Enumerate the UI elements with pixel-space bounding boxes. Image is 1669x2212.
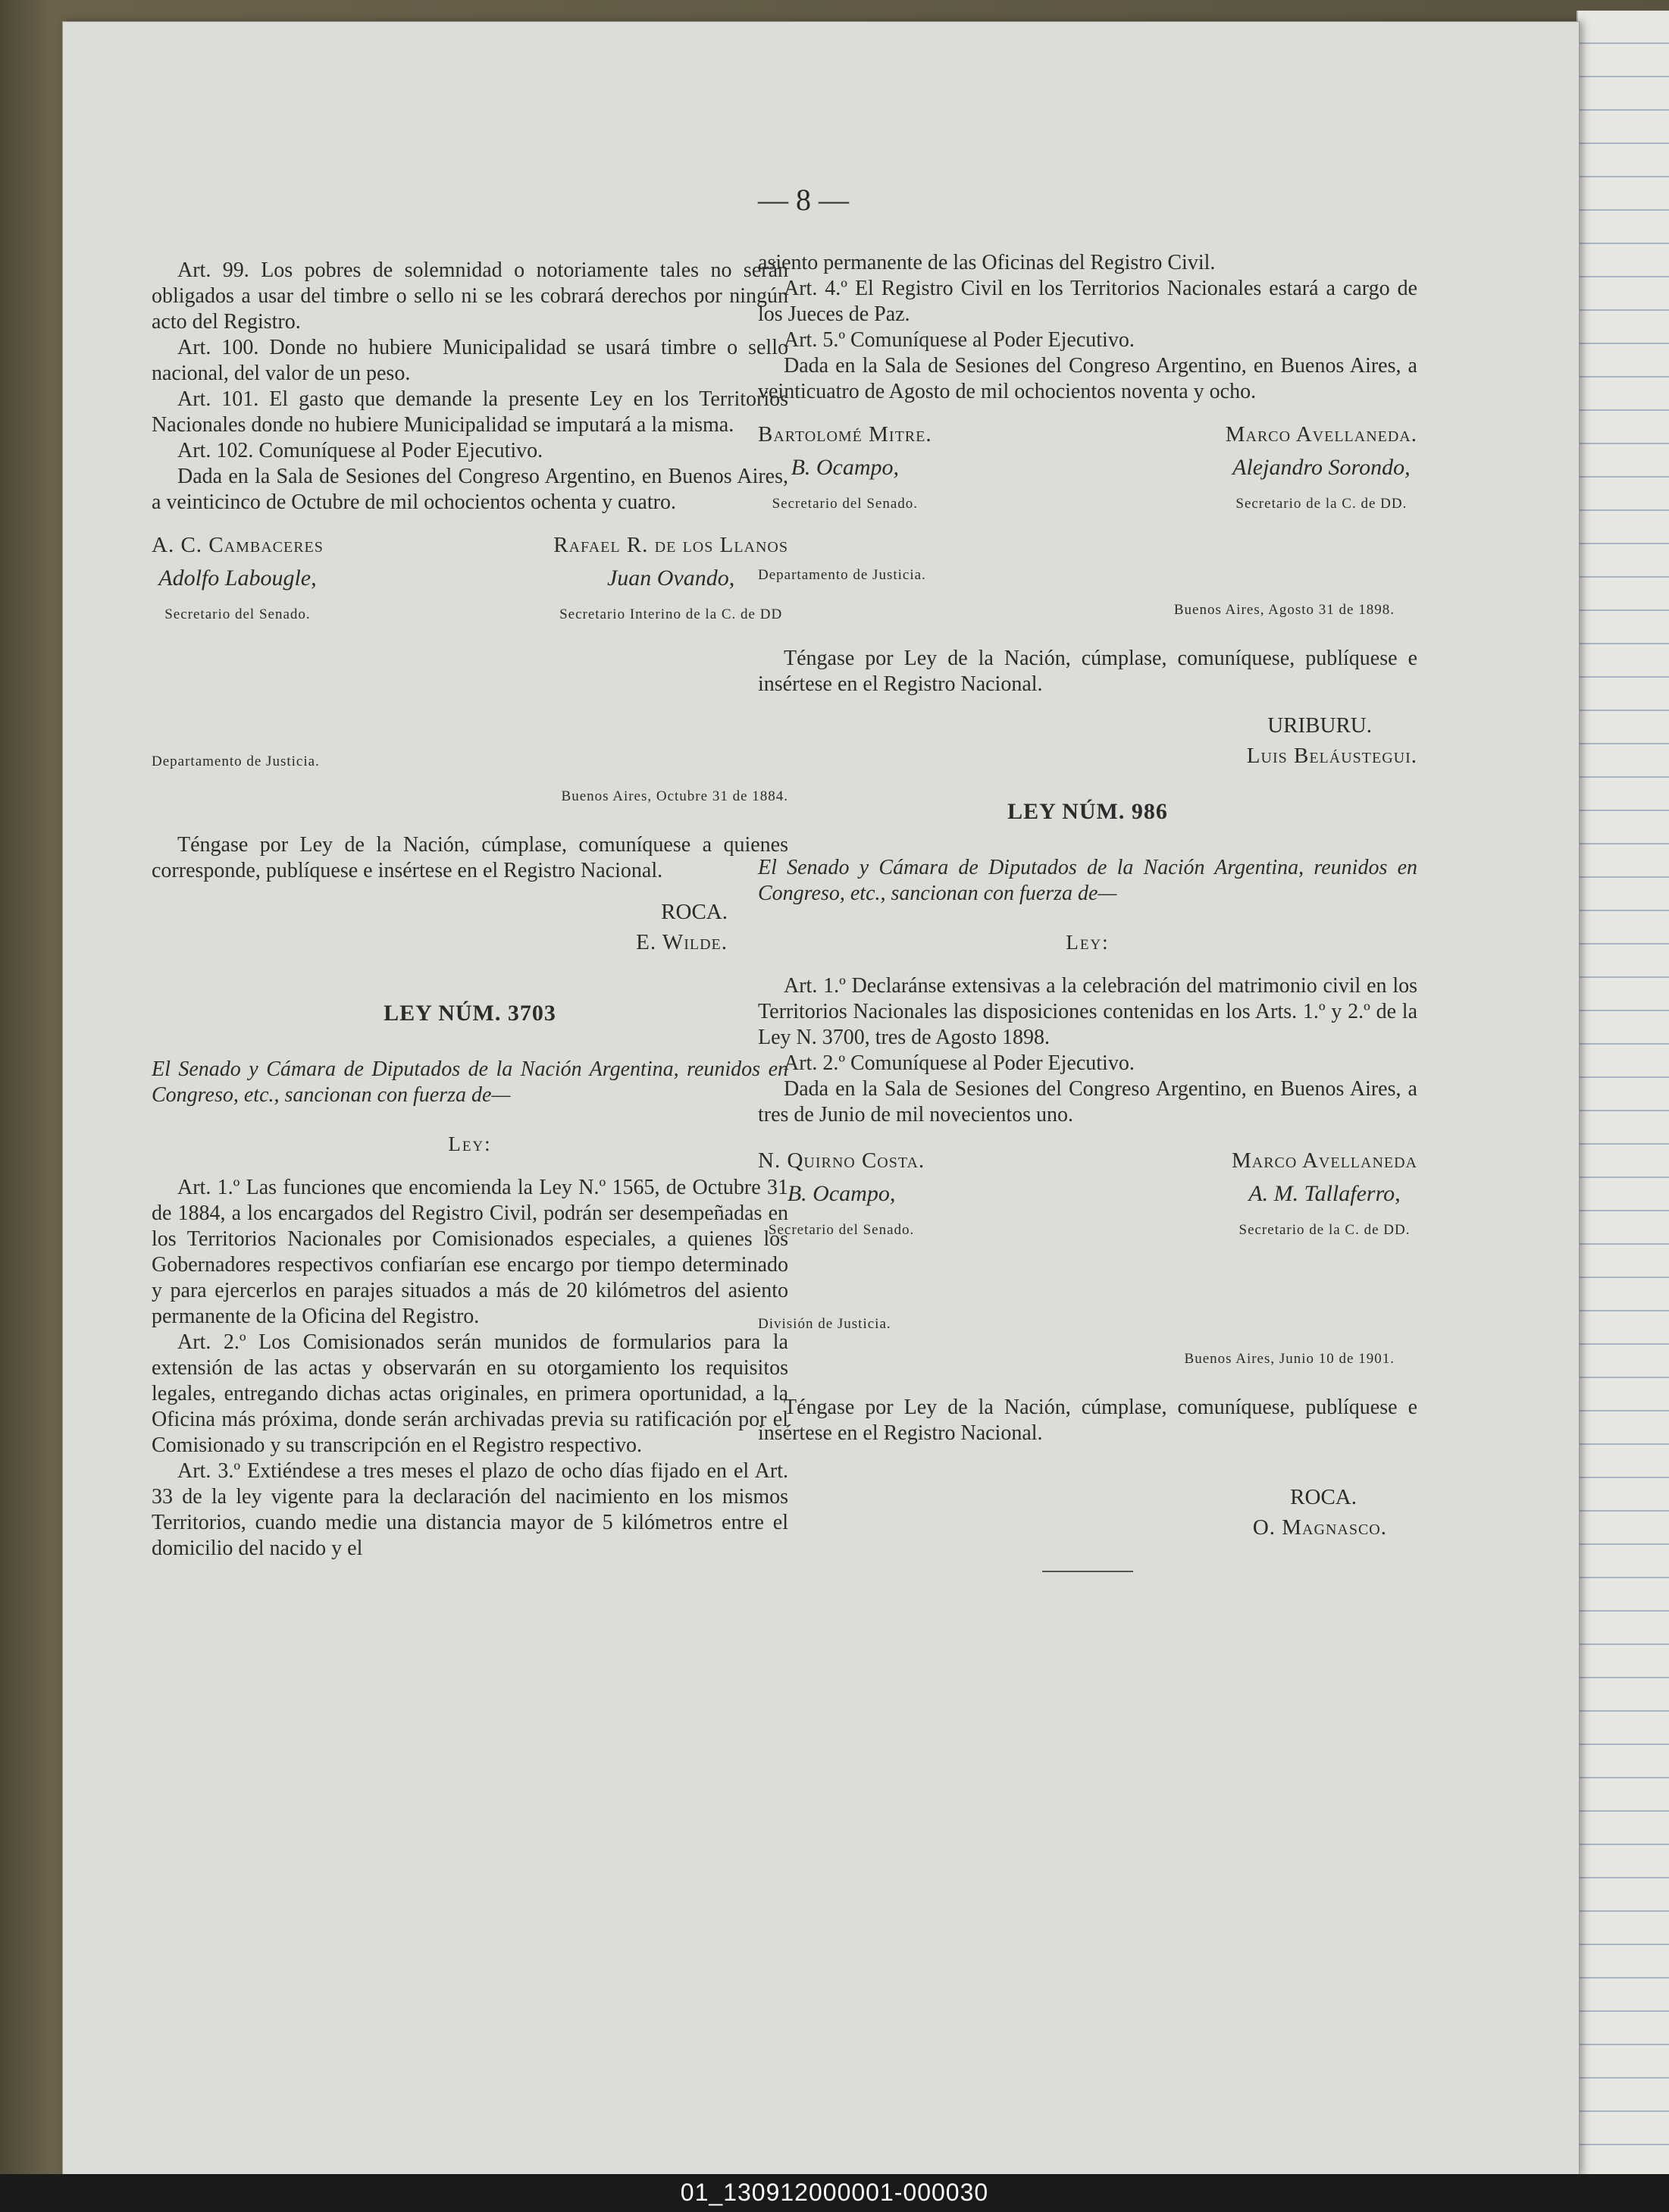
decree-text: Téngase por Ley de la Nación, cúmplase, comuníquese, publíquese e insértese en el Registro Nacional. <box>758 647 1417 696</box>
ley-label: Ley: <box>448 1133 492 1155</box>
signer-name: Marco Avellaneda. <box>1225 422 1417 446</box>
paragraph: Art. 99. Los pobres de solemnidad o notoriamente tales no serán obligados a usar del timbre o sello ni se les cobrará derechos por ningún acto del Registro. <box>152 258 788 334</box>
end-rule <box>1042 1571 1133 1572</box>
footer-bar <box>0 2174 1669 2212</box>
article: Art. 2.º Los Comisionados serán munidos de formularios para la extensión de las actas y observarán en su otorgamiento los requisitos legales, entregando dichas actas originales, en primera oportunidad, a la Oficina más próxima, donde serán archivadas previa su ratificación por el Comisionado y su transcripción en el Registro respectivo. <box>152 1330 788 1457</box>
president-name: ROCA. <box>661 900 728 924</box>
minister-name: O. Magnasco. <box>1252 1515 1387 1540</box>
secretary-title: Secretario de la C. de DD. <box>1238 1222 1411 1238</box>
signature-row <box>152 532 788 628</box>
signature-row <box>758 1148 1417 1243</box>
article: Art. 1.º Declaránse extensivas a la celebración del matrimonio civil en los Territorios Nacionales las disposiciones contenidas en los Arts. 1.º y 2.º de la Ley N. 3700, tres de Agosto 1898. <box>758 974 1417 1049</box>
article: Art. 2.º Comuníquese al Poder Ejecutivo. <box>784 1051 1135 1075</box>
secretary-name: B. Ocampo, <box>787 1181 896 1206</box>
secretary-name: A. M. Tallaferro, <box>1248 1181 1401 1206</box>
right-column <box>758 250 1417 1572</box>
ley-label: Ley: <box>1066 931 1110 954</box>
signature <box>758 421 932 517</box>
signature <box>1232 1148 1417 1243</box>
decree-date: Buenos Aires, Octubre 31 de 1884. <box>561 788 788 804</box>
department: Departamento de Justicia. <box>152 754 320 769</box>
article: Art. 3.º Extiéndese a tres meses el plazo de ocho días fijado en el Art. 33 de la ley vigente para la declaración del nacimiento en los mismos Territorios, cuando medie una distancia mayor de 5 kilómetros entre el domicilio del nacido y el <box>152 1459 788 1560</box>
signature <box>1226 421 1417 517</box>
preamble: El Senado y Cámara de Diputados de la Nación Argentina, reunidos en Congreso, etc., sancionan con fuerza de— <box>152 1057 788 1107</box>
paragraph: Art. 102. Comuníquese al Poder Ejecutivo. <box>177 439 543 462</box>
secretary-title: Secretario del Senado. <box>772 496 918 512</box>
left-column <box>152 258 788 1562</box>
decree-date: Buenos Aires, Agosto 31 de 1898. <box>1173 602 1395 618</box>
minister-name: Luis Beláustegui. <box>1246 744 1417 768</box>
signature <box>152 532 324 628</box>
signer-name: A. C. Cambaceres <box>152 533 324 557</box>
paragraph: asiento permanente de las Oficinas del Registro Civil. <box>758 251 1216 274</box>
decree-text: Téngase por Ley de la Nación, cúmplase, comuníquese a quienes corresponde, publíquese e insértese en el Registro Nacional. <box>152 833 788 882</box>
signer-name: Rafael R. de los Llanos <box>553 533 788 557</box>
executive-signature <box>152 899 788 955</box>
signature <box>553 532 788 628</box>
signature <box>758 1148 925 1243</box>
paragraph: Dada en la Sala de Sesiones del Congreso Argentino, en Buenos Aires, a veinticuatro de Agosto de mil ochocientos noventa y ocho. <box>758 354 1417 403</box>
signer-name: Marco Avellaneda <box>1231 1148 1417 1173</box>
secretary-title: Secretario del Senado. <box>768 1222 915 1238</box>
executive-signature <box>758 713 1417 769</box>
paragraph: Art. 4.º El Registro Civil en los Territorios Nacionales estará a cargo de los Jueces de Paz. <box>758 277 1417 326</box>
paragraph: Art. 5.º Comuníquese al Poder Ejecutivo. <box>784 328 1135 352</box>
secretary-name: Juan Ovando, <box>606 566 735 591</box>
president-name: ROCA. <box>1290 1485 1357 1509</box>
signer-name: N. Quirno Costa. <box>758 1148 925 1173</box>
secretary-title: Secretario del Senado. <box>164 606 311 622</box>
department: División de Justicia. <box>758 1316 891 1332</box>
image-id-label: 01_130912000001-000030 <box>680 2179 989 2206</box>
department: Departamento de Justicia. <box>758 567 926 583</box>
executive-signature <box>758 1484 1417 1540</box>
decree-date: Buenos Aires, Junio 10 de 1901. <box>1184 1351 1395 1367</box>
minister-name: E. Wilde. <box>636 930 728 954</box>
signature-row <box>758 421 1417 517</box>
next-page-edge <box>1577 11 1669 2175</box>
paragraph: Art. 100. Donde no hubiere Municipalidad se usará timbre o sello nacional, del valor de un peso. <box>152 336 788 385</box>
president-name: URIBURU. <box>1267 713 1372 738</box>
secretary-name: B. Ocampo, <box>791 455 900 480</box>
preamble: El Senado y Cámara de Diputados de la Nación Argentina, reunidos en Congreso, etc., sancionan con fuerza de— <box>758 856 1417 905</box>
article: Dada en la Sala de Sesiones del Congreso Argentino, en Buenos Aires, a tres de Junio de mil novecientos uno. <box>758 1077 1417 1126</box>
page-number: — 8 — <box>758 183 849 217</box>
law-title: LEY NÚM. 3703 <box>384 1001 556 1026</box>
law-title: LEY NÚM. 986 <box>1007 799 1168 824</box>
paragraph: Dada en la Sala de Sesiones del Congreso Argentino, en Buenos Aires, a veinticinco de Octubre de mil ochocientos ochenta y cuatro. <box>152 465 788 514</box>
secretary-name: Adolfo Labougle, <box>158 566 317 591</box>
secretary-name: Alejandro Sorondo, <box>1232 455 1411 480</box>
secretary-title: Secretario Interino de la C. de DD <box>559 606 783 622</box>
secretary-title: Secretario de la C. de DD. <box>1235 496 1408 512</box>
article: Art. 1.º Las funciones que encomienda la Ley N.º 1565, de Octubre 31 de 1884, a los encargados del Registro Civil, podrán ser desempeñadas en los Territorios Nacionales por Comisionados especiales, a quienes los Gobernadores respectivos confiarían ese encargo por tiempo determinado y para ejercerlos en parajes situados a más de 20 kilómetros del asiento permanente de la Oficina del Registro. <box>152 1176 788 1328</box>
paragraph: Art. 101. El gasto que demande la presente Ley en los Territorios Nacionales donde no hubiere Municipalidad se imputará a la misma. <box>152 387 788 437</box>
signer-name: Bartolomé Mitre. <box>758 422 932 446</box>
decree-text: Téngase por Ley de la Nación, cúmplase, comuníquese, publíquese e insértese en el Registro Nacional. <box>758 1396 1417 1445</box>
